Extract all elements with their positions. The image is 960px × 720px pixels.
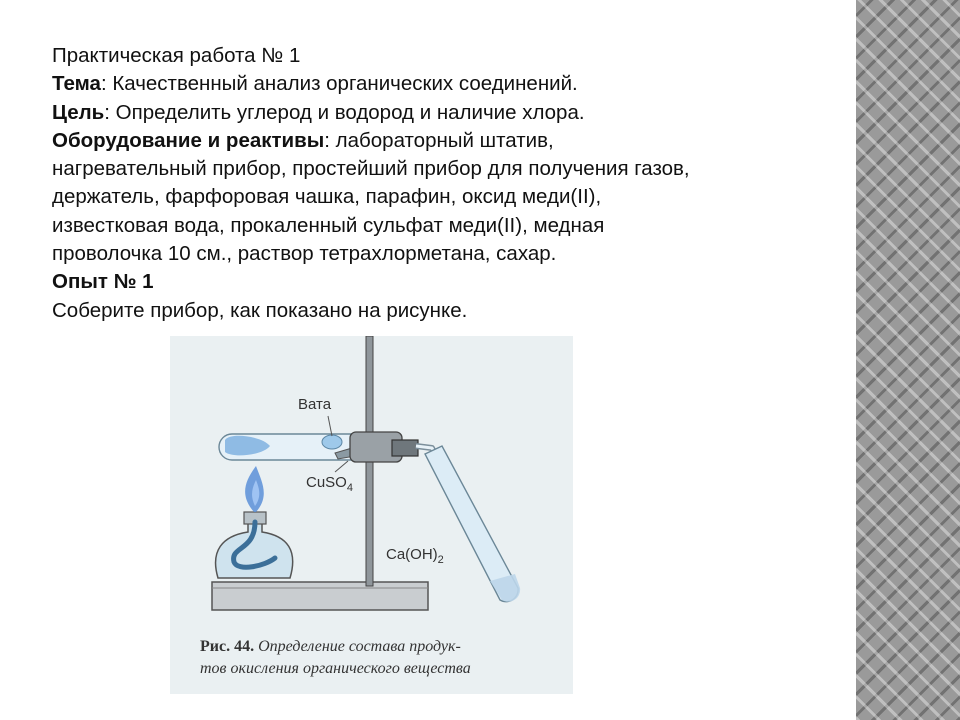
equipment-text-2: держатель, фарфоровая чашка, парафин, оксид меди(II), <box>52 185 602 209</box>
label-cuso4-sub: 4 <box>346 482 353 494</box>
equipment-label: Оборудование и реактивы <box>52 128 325 152</box>
equipment-line <box>52 127 842 155</box>
goal-line <box>52 99 842 127</box>
topic-text: : Качественный анализ органических соединений. <box>100 72 578 96</box>
experiment-label <box>52 268 842 296</box>
instruction: Соберите прибор, как показано на рисунке. <box>52 298 468 322</box>
label-cuso4 <box>306 474 353 494</box>
label-caoh2 <box>386 546 444 566</box>
equipment-text-0: : лабораторный штатив, <box>324 128 554 152</box>
equipment-text-1: нагревательный прибор, простейший прибор для получения газов, <box>52 157 690 181</box>
document-text <box>52 42 842 325</box>
caption-ref: Рис. 44. <box>200 638 255 655</box>
figure-caption <box>200 636 570 680</box>
cotton <box>322 435 342 449</box>
label-caoh2-sub: 2 <box>437 554 444 566</box>
caption-line2: тов окисления органического вещества <box>200 660 471 677</box>
topic-label: Тема <box>52 72 101 96</box>
label-caoh2-main: Ca(OH) <box>386 546 438 563</box>
stopper <box>392 440 418 456</box>
stand-base <box>212 582 428 610</box>
goal-label: Цель <box>52 100 105 124</box>
doc-title: Практическая работа № 1 <box>52 44 301 67</box>
topic-line <box>52 70 842 98</box>
equipment-text-4: проволочка 10 см., раствор тетрахлорметана, сахар. <box>52 242 557 266</box>
apparatus-figure <box>170 336 573 694</box>
label-cotton: Вата <box>298 396 332 413</box>
label-cuso4-main: CuSO <box>306 474 347 491</box>
goal-text: : Определить углерод и водород и наличие хлора. <box>104 100 585 124</box>
equipment-text-3: известковая вода, прокаленный сульфат меди(II), медная <box>52 213 605 237</box>
caption-text: Определение состава продук- <box>254 638 461 655</box>
experiment-label-text: Опыт № 1 <box>52 270 154 294</box>
decorative-pattern-strip <box>856 0 960 720</box>
